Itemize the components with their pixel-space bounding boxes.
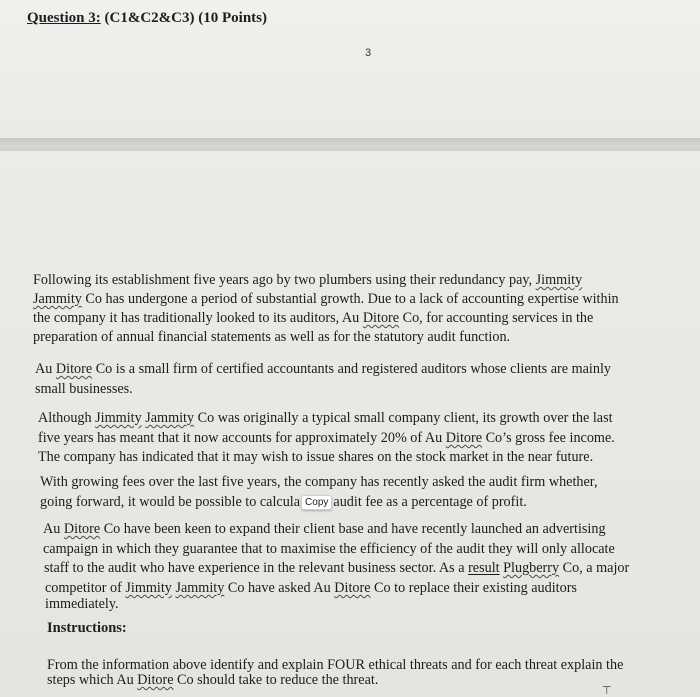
text-run: Following its establishment five years ago by two plumbers using their redundancy pay,	[33, 272, 536, 288]
spellcheck-word: Ditore	[63, 521, 101, 537]
text-run: competitor of	[45, 580, 126, 596]
text-run: Co have asked Au	[224, 580, 335, 596]
text-run: Au	[43, 521, 64, 537]
question-points: (C1&C2&C3) (10 Points)	[100, 10, 267, 26]
paragraph3-line2	[38, 430, 615, 447]
text-run: Co is a small firm of certified accountants and registered auditors whose clients are mainly	[92, 361, 612, 377]
paragraph4-line2	[40, 494, 527, 511]
question-heading	[27, 10, 267, 27]
text-run: going forward, it would be possible to calcula	[40, 494, 301, 510]
text-run: five years has meant that it now accounts for approximately 20% of Au	[38, 430, 446, 446]
paragraph1-line4: preparation of annual financial statements as well as for the statutory audit function.	[33, 329, 511, 345]
paragraph3-line3: The company has indicated that it may wish to issue shares on the stock market in the near future.	[38, 449, 594, 465]
spellcheck-word: Jimmity	[125, 580, 172, 596]
text-run: Co, for accounting services in the	[399, 310, 594, 326]
paragraph1-line2	[33, 291, 619, 308]
spellcheck-word: Jammity	[33, 291, 82, 307]
text-run: staff to the audit who have experience in the relevant business sector. As a	[44, 560, 469, 576]
page-top-section	[0, 0, 700, 140]
paragraph5-line3	[44, 560, 629, 577]
spellcheck-word: Ditore	[445, 430, 483, 446]
page-number: 3	[365, 47, 372, 59]
paragraph5-line4	[45, 580, 577, 597]
spellcheck-word: Jammity	[145, 410, 195, 426]
spellcheck-word: Ditore	[137, 672, 174, 688]
spellcheck-word: Ditore	[55, 361, 93, 377]
text-run: the company it has traditionally looked to its auditors, Au	[33, 310, 363, 326]
paragraph3-line1	[38, 410, 613, 427]
paragraph5-line5: immediately.	[45, 596, 119, 612]
text-run: Au	[35, 361, 56, 377]
text-run: Co have been keen to expand their client base and have recently launched an advertising	[100, 521, 606, 537]
text-run: Co to replace their existing auditors	[370, 580, 577, 596]
paragraph5-line2: campaign in which they guarantee that to maximise the efficiency of the audit they will only allocate	[43, 541, 615, 557]
instructions-line1: From the information above identify and explain FOUR ethical threats and for each threat explain the	[47, 657, 624, 673]
spellcheck-word: Ditore	[362, 310, 400, 326]
paragraph2-line2: small businesses.	[35, 381, 133, 397]
text-run: Co, a major	[559, 560, 630, 576]
text-run: Co should take to reduce the threat.	[173, 672, 379, 688]
question-label: Question 3:	[27, 10, 101, 26]
spellcheck-word: Jimmity	[535, 272, 583, 288]
page-separator	[0, 138, 700, 151]
paragraph5-line1	[43, 521, 606, 538]
text-run: Co was originally a typical small company client, its growth over the last	[194, 410, 613, 426]
spellcheck-word: Ditore	[334, 580, 371, 596]
paragraph1-line1	[33, 272, 582, 289]
underlined-word: result	[468, 560, 500, 576]
spellcheck-word: Jammity	[175, 580, 225, 596]
spellcheck-word: Jimmity	[95, 410, 142, 426]
paragraph2-line1	[35, 361, 611, 378]
instructions-line2	[47, 672, 378, 689]
copy-button[interactable]: Copy	[301, 495, 332, 510]
paragraph1-line3	[33, 310, 593, 327]
text-run: Co’s gross fee income.	[482, 430, 615, 446]
text-run: Co has undergone a period of substantial growth. Due to a lack of accounting expertise within	[81, 291, 619, 307]
spellcheck-word: Plugberry	[503, 560, 560, 576]
instructions-heading: Instructions:	[47, 620, 127, 636]
text-run: steps which Au	[47, 672, 138, 688]
text-cursor-icon: ⊤	[602, 684, 612, 697]
paragraph4-line1: With growing fees over the last five years, the company has recently asked the audit firm whether,	[40, 474, 598, 490]
text-run: Although	[38, 410, 96, 426]
text-run: audit fee as a percentage of profit.	[333, 494, 527, 510]
